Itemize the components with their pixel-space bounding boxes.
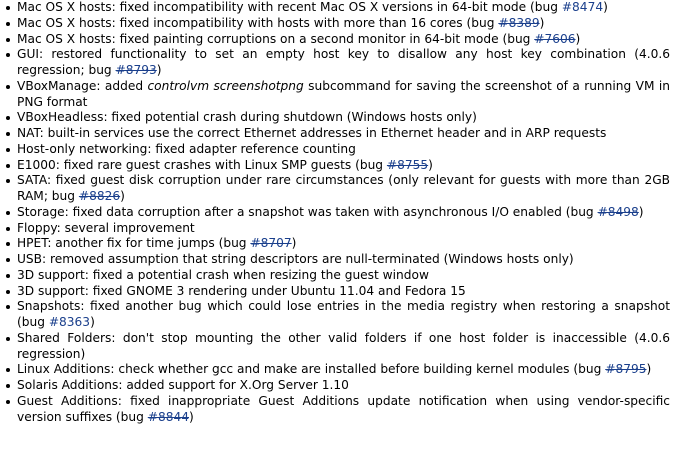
bug-link[interactable]: #8498 <box>597 204 639 219</box>
item-text: Mac OS X hosts: fixed painting corruptions on a second monitor in 64-bit mode (bug <box>17 31 535 46</box>
changelog-item <box>17 378 670 394</box>
item-text-tail: ) <box>90 315 95 329</box>
item-text: Guest Additions: fixed inappropriate Guest Additions update notification when using vendor-specific version suffixes (bug <box>17 393 670 424</box>
item-text-tail: ) <box>638 204 644 219</box>
item-text-tail: ) <box>603 0 608 14</box>
item-text: NAT: built-in services use the correct Ethernet addresses in Ethernet header and in ARP requests <box>17 126 607 140</box>
changelog-item <box>17 236 670 252</box>
bug-link[interactable]: #8793 <box>115 63 157 77</box>
bug-link[interactable]: #8844 <box>147 409 189 424</box>
item-text: Shared Folders: don't stop mounting the other valid folders if one host folder is inaccessible (4.0.6 regression) <box>17 330 670 361</box>
changelog-item <box>17 79 670 111</box>
changelog-item <box>17 142 670 158</box>
changelog-item <box>17 252 670 268</box>
item-text: GUI: restored functionality to set an empty host key to disallow any host key combination (4.0.6 regression; bug <box>17 47 670 77</box>
changelog-item <box>17 284 670 300</box>
item-text: Mac OS X hosts: fixed incompatibility with hosts with more than 16 cores (bug <box>17 15 499 30</box>
changelog-item <box>17 0 670 16</box>
changelog-item <box>17 394 670 426</box>
command-name: controlvm screenshotpng <box>147 78 304 93</box>
changelog-item <box>17 126 670 142</box>
item-text-tail: ) <box>428 157 433 172</box>
item-text: HPET: another fix for time jumps (bug <box>17 236 251 251</box>
bug-link[interactable]: #8795 <box>605 362 647 377</box>
changelog-item <box>17 205 670 221</box>
item-text-tail: ) <box>156 63 162 77</box>
item-text-tail: ) <box>120 189 125 203</box>
bug-link[interactable]: #7606 <box>534 31 576 46</box>
item-text: SATA: fixed guest disk corruption under rare circumstances (only relevant for guests with more than 2GB RAM; bug <box>17 173 670 203</box>
item-text-after: subcommand for saving the screenshot of a running VM in PNG format <box>17 78 670 109</box>
changelog-item <box>17 331 670 363</box>
bug-link[interactable]: #8363 <box>48 315 91 329</box>
changelog-item <box>17 362 670 378</box>
item-text: VBoxHeadless: fixed potential crash during shutdown (Windows hosts only) <box>17 110 477 125</box>
item-text-tail: ) <box>646 362 652 377</box>
changelog-item <box>17 299 670 331</box>
item-text: Snapshots: fixed another bug which could lose entries in the media registry when restoring a snapshot (bug <box>17 299 670 329</box>
bug-link[interactable]: #8826 <box>78 189 121 203</box>
bug-link[interactable]: #8474 <box>561 0 604 14</box>
item-text: 3D support: fixed GNOME 3 rendering under Ubuntu 11.04 and Fedora 15 <box>17 283 466 298</box>
item-text: VBoxManage: added <box>17 78 148 93</box>
changelog-item <box>17 268 670 284</box>
changelog-item <box>17 158 670 174</box>
item-text: Solaris Additions: added support for X.Org Server 1.10 <box>17 378 349 392</box>
item-text-tail: ) <box>291 236 297 251</box>
changelog-item <box>17 173 670 205</box>
item-text: USB: removed assumption that string descriptors are null-terminated (Windows hosts only) <box>17 252 574 266</box>
item-text-tail: ) <box>539 15 545 30</box>
bug-link[interactable]: #8389 <box>498 15 540 30</box>
item-text: Linux Additions: check whether gcc and make are installed before building kernel modules (bug <box>17 362 606 377</box>
item-text: Storage: fixed data corruption after a snapshot was taken with asynchronous I/O enabled (bug <box>17 204 598 219</box>
item-text-tail: ) <box>189 409 194 424</box>
item-text: Floppy: several improvement <box>17 220 195 235</box>
bug-link[interactable]: #8707 <box>250 236 292 251</box>
changelog-item <box>17 16 670 32</box>
changelog-item <box>17 221 670 237</box>
changelog-item <box>17 47 670 79</box>
bug-link[interactable]: #8755 <box>386 157 429 172</box>
item-text: Mac OS X hosts: fixed incompatibility with recent Mac OS X versions in 64-bit mode (bug <box>17 0 562 14</box>
item-text: 3D support: fixed a potential crash when resizing the guest window <box>17 267 429 282</box>
item-text: Host-only networking: fixed adapter reference counting <box>17 141 356 156</box>
item-text: E1000: fixed rare guest crashes with Linux SMP guests (bug <box>17 157 387 172</box>
item-text-tail: ) <box>575 31 581 46</box>
changelog-item <box>17 32 670 48</box>
changelog-item <box>17 110 670 126</box>
